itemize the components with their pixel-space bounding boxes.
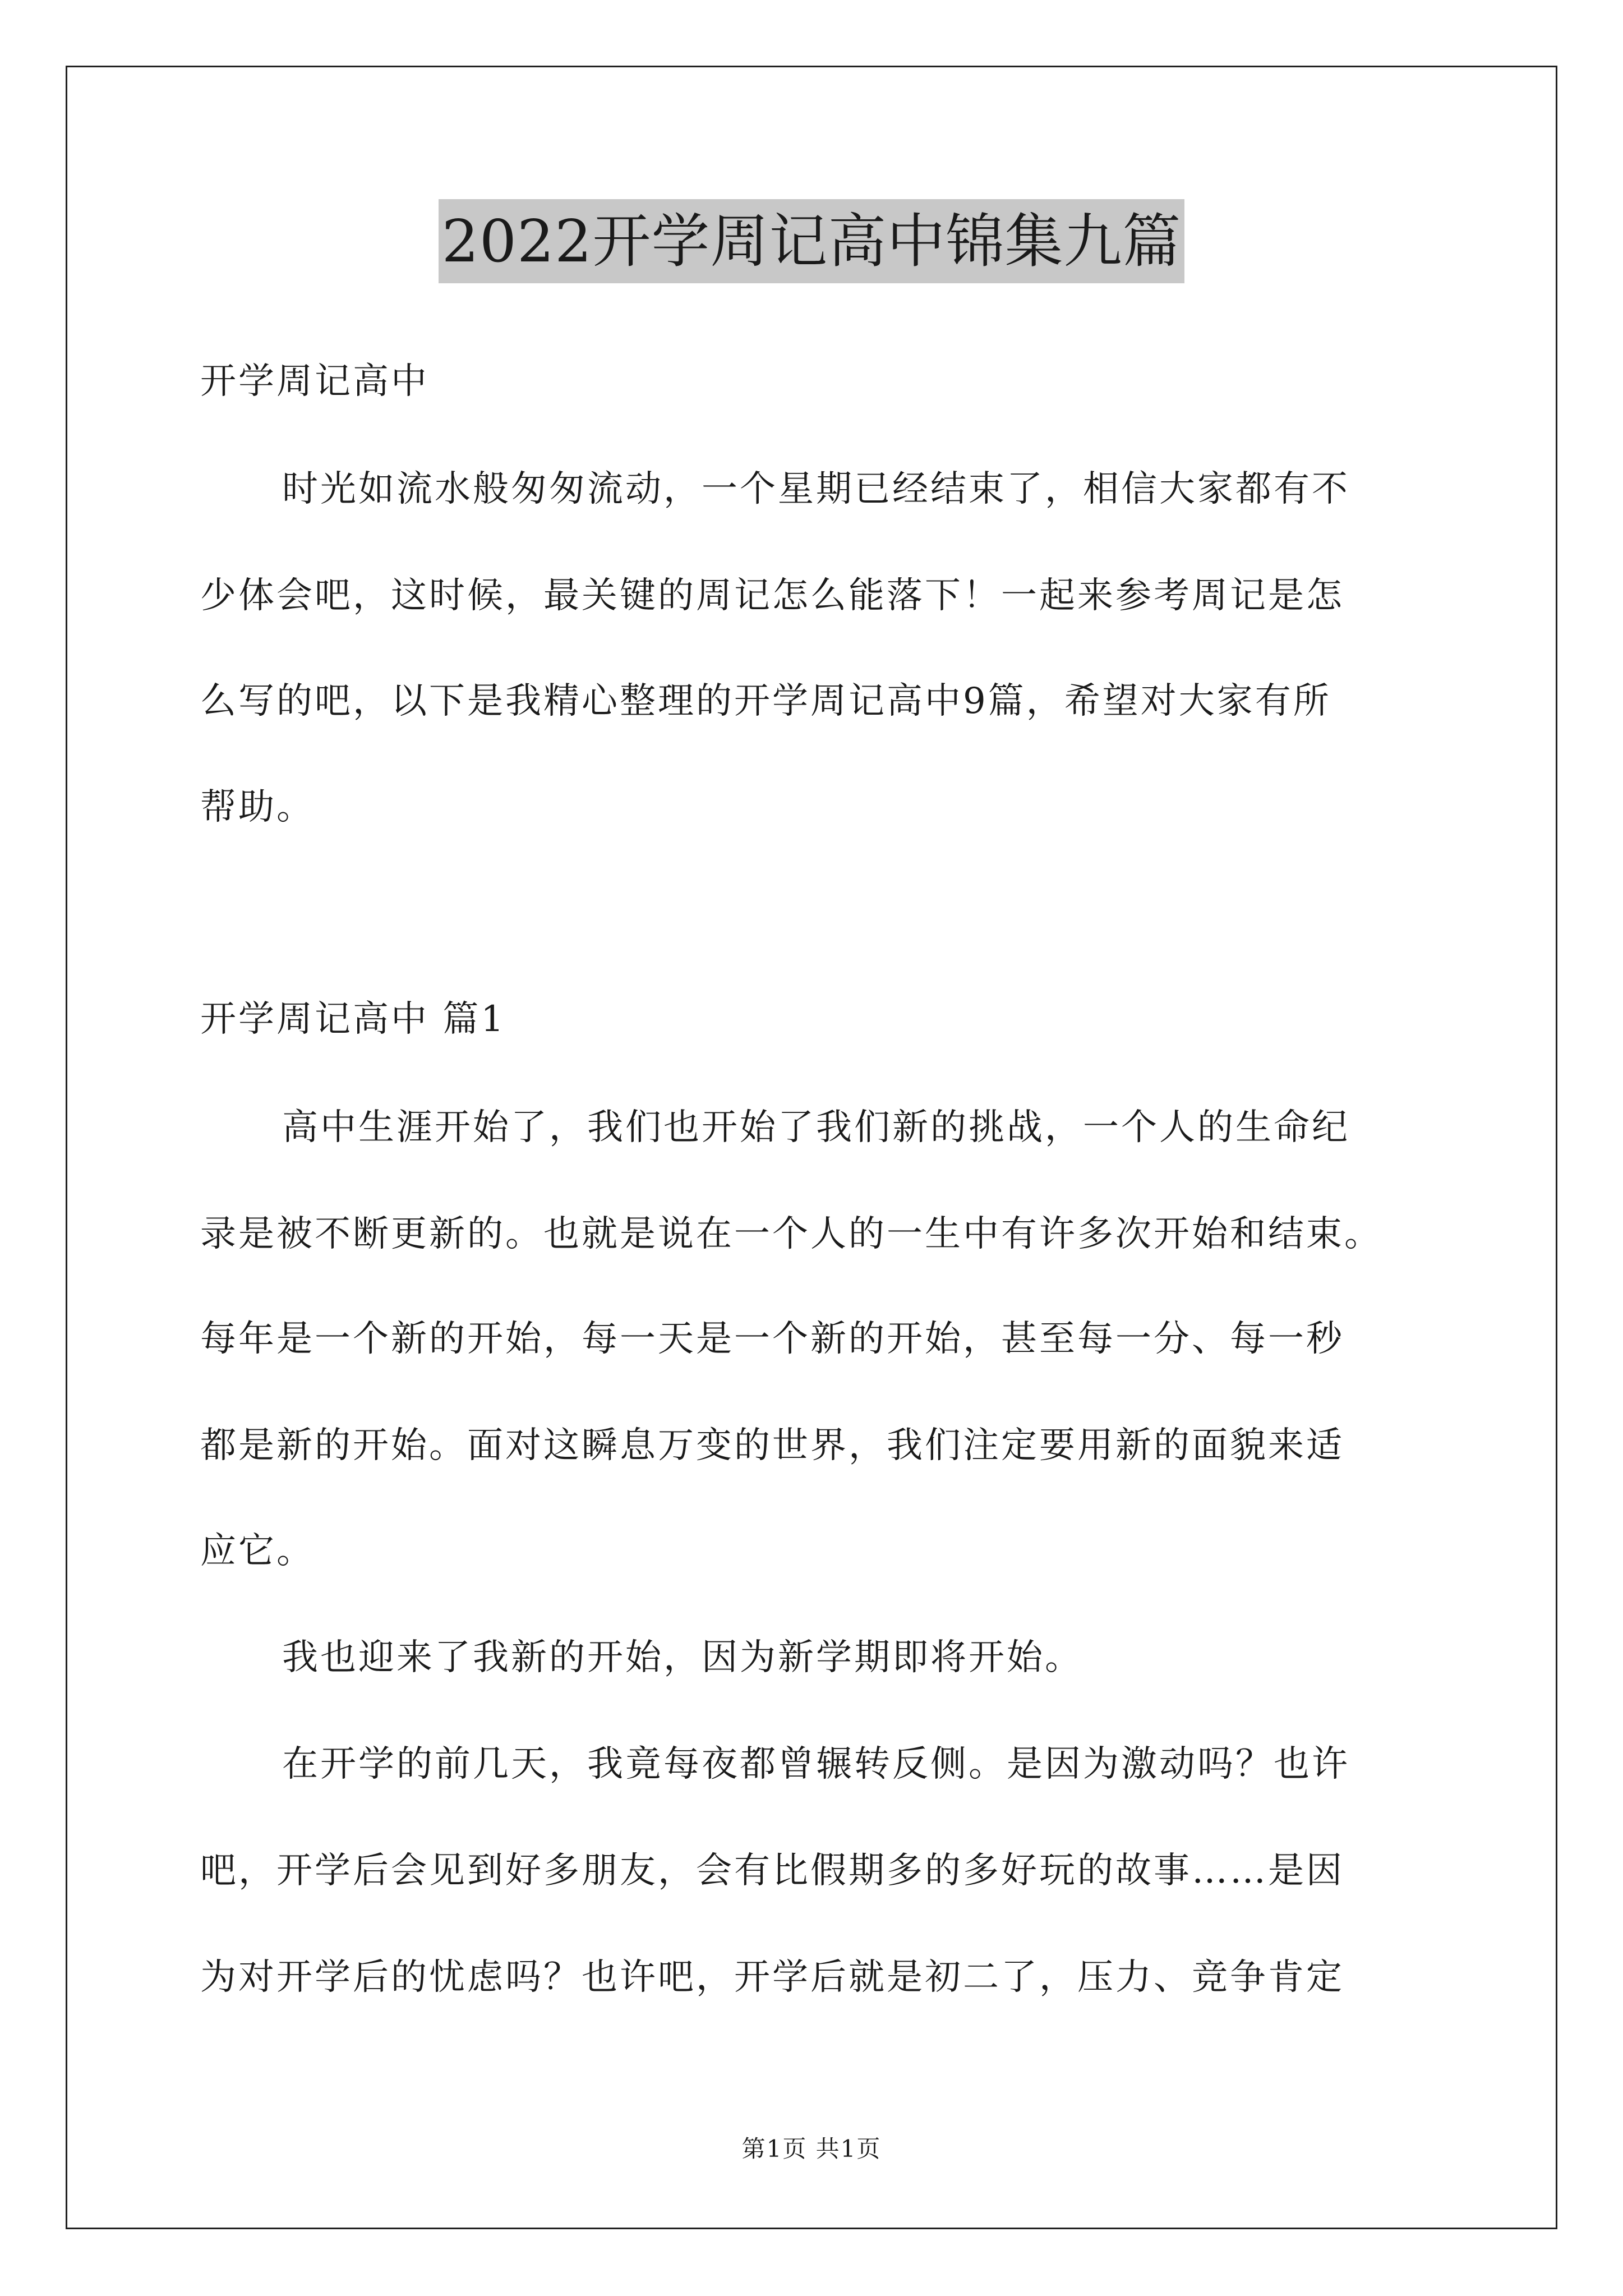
body-line: 录是被不断更新的。也就是说在一个人的一生中有许多次开始和结束。 [200, 1213, 1382, 1255]
body-line: 应它。 [200, 1530, 315, 1572]
intro-line: 帮助。 [200, 786, 315, 828]
page-footer: 第1页 共1页 [741, 2135, 882, 2162]
body-line: 高中生涯开始了，我们也开始了我们新的挑战，一个人的生命纪 [282, 1107, 1350, 1148]
body-line: 为对开学后的忧虑吗？也许吧，开学后就是初二了，压力、竞争肯定 [200, 1957, 1344, 1998]
body-line: 我也迎来了我新的开始，因为新学期即将开始。 [282, 1637, 1083, 1678]
body-line: 都是新的开始。面对这瞬息万变的世界，我们注定要用新的面貌来适 [200, 1425, 1344, 1466]
document-title: 2022开学周记高中锦集九篇 [439, 199, 1185, 283]
intro-heading: 开学周记高中 [200, 361, 429, 402]
intro-line: 么写的吧，以下是我精心整理的开学周记高中9篇，希望对大家有所 [200, 680, 1331, 722]
intro-line: 时光如流水般匆匆流动，一个星期已经结束了，相信大家都有不 [282, 468, 1350, 510]
section-heading: 开学周记高中 篇1 [200, 999, 506, 1040]
body-line: 吧，开学后会见到好多朋友，会有比假期多的多好玩的故事……是因 [200, 1850, 1344, 1892]
body-line: 在开学的前几天，我竟每夜都曾辗转反侧。是因为激动吗？也许 [282, 1743, 1350, 1785]
body-line: 每年是一个新的开始，每一天是一个新的开始，甚至每一分、每一秒 [200, 1318, 1344, 1360]
intro-line: 少体会吧，这时候，最关键的周记怎么能落下！一起来参考周记是怎 [200, 575, 1344, 616]
title-container [0, 199, 1623, 283]
